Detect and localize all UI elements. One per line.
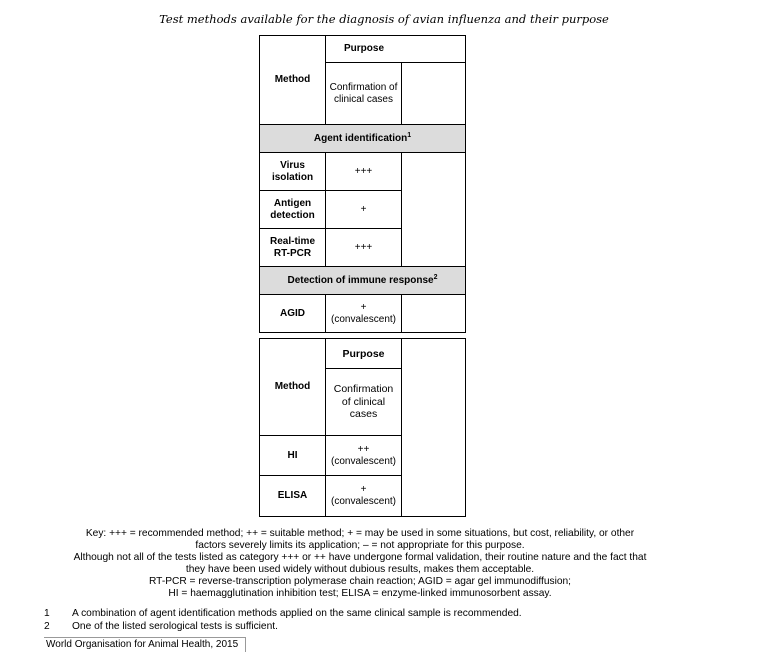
- row-value: +++: [326, 153, 402, 191]
- key-line: HI = haemagglutination inhibition test; ELISA = enzyme-linked immunosorbent assay.: [168, 588, 552, 599]
- footnote-text: One of the listed serological tests is sufficient.: [72, 621, 278, 632]
- key-line: factors severely limits its application; – = not appropriate for this purpose.: [195, 540, 525, 551]
- row-value: + (convalescent): [326, 476, 402, 517]
- footnote: [44, 621, 278, 633]
- key-line: Although not all of the tests listed as category +++ or ++ have undergone formal validation, their routine nature and the fact that: [73, 552, 647, 563]
- row-value: +: [326, 191, 402, 229]
- blank-cell: [402, 63, 466, 125]
- purpose-header: Purpose: [326, 339, 402, 369]
- footnote-number: 1: [44, 608, 50, 619]
- blank-cell: [402, 339, 466, 517]
- source-credit: World Organisation for Animal Health, 2015: [44, 637, 246, 652]
- row-method: AGID: [260, 295, 326, 333]
- footnote-number: 2: [44, 621, 50, 632]
- table-key: [40, 528, 680, 600]
- section-agent-identification: Agent identification$^1$: [260, 125, 466, 153]
- serology-table: [259, 338, 466, 517]
- row-method: HI: [260, 436, 326, 476]
- purpose-header: Purpose: [326, 36, 466, 63]
- method-header: Method: [260, 339, 326, 436]
- row-method: Antigen detection: [260, 191, 326, 229]
- table-caption: Test methods available for the diagnosis of avian influenza and their purpose: [159, 12, 609, 26]
- row-value: +++: [326, 229, 402, 267]
- key-line: they have been used widely without dubious results, makes them acceptable.: [185, 564, 535, 575]
- row-method: ELISA: [260, 476, 326, 517]
- blank-cell: [402, 295, 466, 333]
- section-immune-response: Detection of immune response$^2$: [260, 267, 466, 295]
- test-methods-table: [259, 35, 466, 333]
- row-method: Real-time RT-PCR: [260, 229, 326, 267]
- footnote-text: A combination of agent identification methods applied on the same clinical sample is recommended.: [72, 608, 522, 619]
- footnote: [44, 608, 522, 620]
- key-line: RT-PCR = reverse-transcription polymerase chain reaction; AGID = agar gel immunodiffusion;: [148, 576, 572, 587]
- purpose-subheader: Confirmation of clinical cases: [326, 63, 402, 125]
- blank-cell: [402, 153, 466, 267]
- purpose-subheader: Confirmation of clinical cases: [326, 369, 402, 436]
- key-line: Key: +++ = recommended method; ++ = suitable method; + = may be used in some situations, but cost, reliability, or other: [85, 528, 635, 539]
- row-value: + (convalescent): [326, 295, 402, 333]
- row-method: Virus isolation: [260, 153, 326, 191]
- row-value: ++ (convalescent): [326, 436, 402, 476]
- method-header: Method: [260, 36, 326, 125]
